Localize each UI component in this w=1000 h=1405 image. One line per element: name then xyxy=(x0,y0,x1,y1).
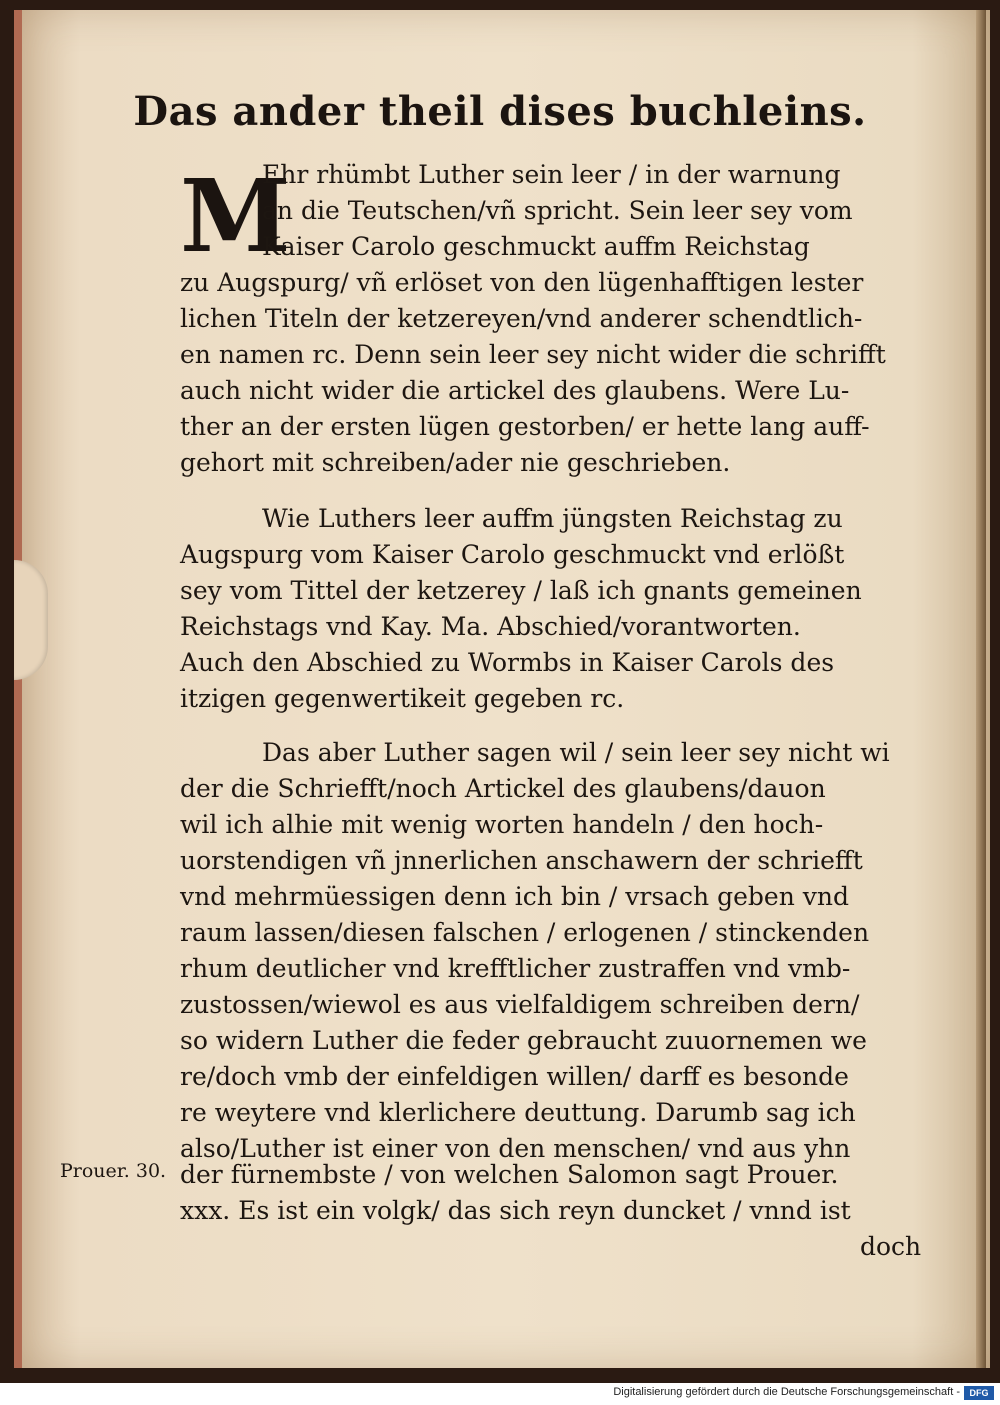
text-line: Augspurg vom Kaiser Carolo geschmuckt vnd erlößt xyxy=(180,540,845,569)
text-line: vnd mehrmüessigen denn ich bin / vrsach geben vnd xyxy=(180,882,849,911)
text-line: also/Luther ist einer von den menschen/ vnd aus yhn xyxy=(180,1134,851,1163)
text-line: der die Schriefft/noch Artickel des glaubens/dauon xyxy=(180,774,826,803)
text-line: uorstendigen vñ jnnerlichen anschawern der schriefft xyxy=(180,846,863,875)
text-line: Kaiser Carolo geschmuckt auffm Reichstag xyxy=(262,232,810,261)
dfg-logo-icon: DFG xyxy=(964,1386,994,1400)
page-heading: Das ander theil dises buchleins. xyxy=(133,88,867,135)
text-line: Ehr rhümbt Luther sein leer / in der warnung xyxy=(262,160,841,189)
text-line: re/doch vmb der einfeldigen willen/ darff es besonde xyxy=(180,1062,849,1091)
text-line: so widern Luther die feder gebraucht zuuornemen we xyxy=(180,1026,867,1055)
catchword: doch xyxy=(860,1232,922,1261)
text-line: gehort mit schreiben/ader nie geschrieben. xyxy=(180,448,731,477)
text-line: Das aber Luther sagen wil / sein leer sey nicht wi xyxy=(262,738,890,767)
text-line: lichen Titeln der ketzereyen/vnd anderer schendtlich- xyxy=(180,304,863,333)
text-line: sey vom Tittel der ketzerey / laß ich gnants gemeinen xyxy=(180,576,862,605)
text-line: itzigen gegenwertikeit gegeben rc. xyxy=(180,684,625,713)
text-line: auch nicht wider die artickel des glaubens. Were Lu- xyxy=(180,376,850,405)
text-line: zu Augspurg/ vñ erlöset von den lügenhafftigen lester xyxy=(180,268,864,297)
text-line: wil ich alhie mit wenig worten handeln / den hoch- xyxy=(180,810,824,839)
text-line: en namen rc. Denn sein leer sey nicht wider die schrifft xyxy=(180,340,886,369)
text-line: der fürnembste / von welchen Salomon sagt Prouer. xyxy=(180,1160,839,1189)
funding-notice: Digitalisierung gefördert durch die Deutsche Forschungsgemeinschaft - xyxy=(613,1386,960,1398)
text-line: Auch den Abschied zu Wormbs in Kaiser Carols des xyxy=(180,648,835,677)
text-line: an die Teutschen/vñ spricht. Sein leer sey vom xyxy=(262,196,853,225)
footer-bar xyxy=(0,1383,1000,1405)
text-line: Wie Luthers leer auffm jüngsten Reichstag zu xyxy=(262,504,843,533)
marginal-note: Prouer. 30. xyxy=(60,1160,167,1182)
page-tab-notch xyxy=(14,560,48,680)
page-edge-right xyxy=(976,10,986,1368)
text-line: zustossen/wiewol es aus vielfaldigem schreiben dern/ xyxy=(180,990,860,1019)
text-line: raum lassen/diesen falschen / erlogenen / stinckenden xyxy=(180,918,870,947)
text-line: xxx. Es ist ein volgk/ das sich reyn duncket / vnnd ist xyxy=(180,1196,851,1225)
text-line: rhum deutlicher vnd krefftlicher zustraffen vnd vmb- xyxy=(180,954,851,983)
text-line: ther an der ersten lügen gestorben/ er hette lang auff- xyxy=(180,412,870,441)
drop-capital: M xyxy=(180,157,291,275)
text-line: Reichstags vnd Kay. Ma. Abschied/vorantworten. xyxy=(180,612,801,641)
text-line: re weytere vnd klerlichere deuttung. Darumb sag ich xyxy=(180,1098,856,1127)
